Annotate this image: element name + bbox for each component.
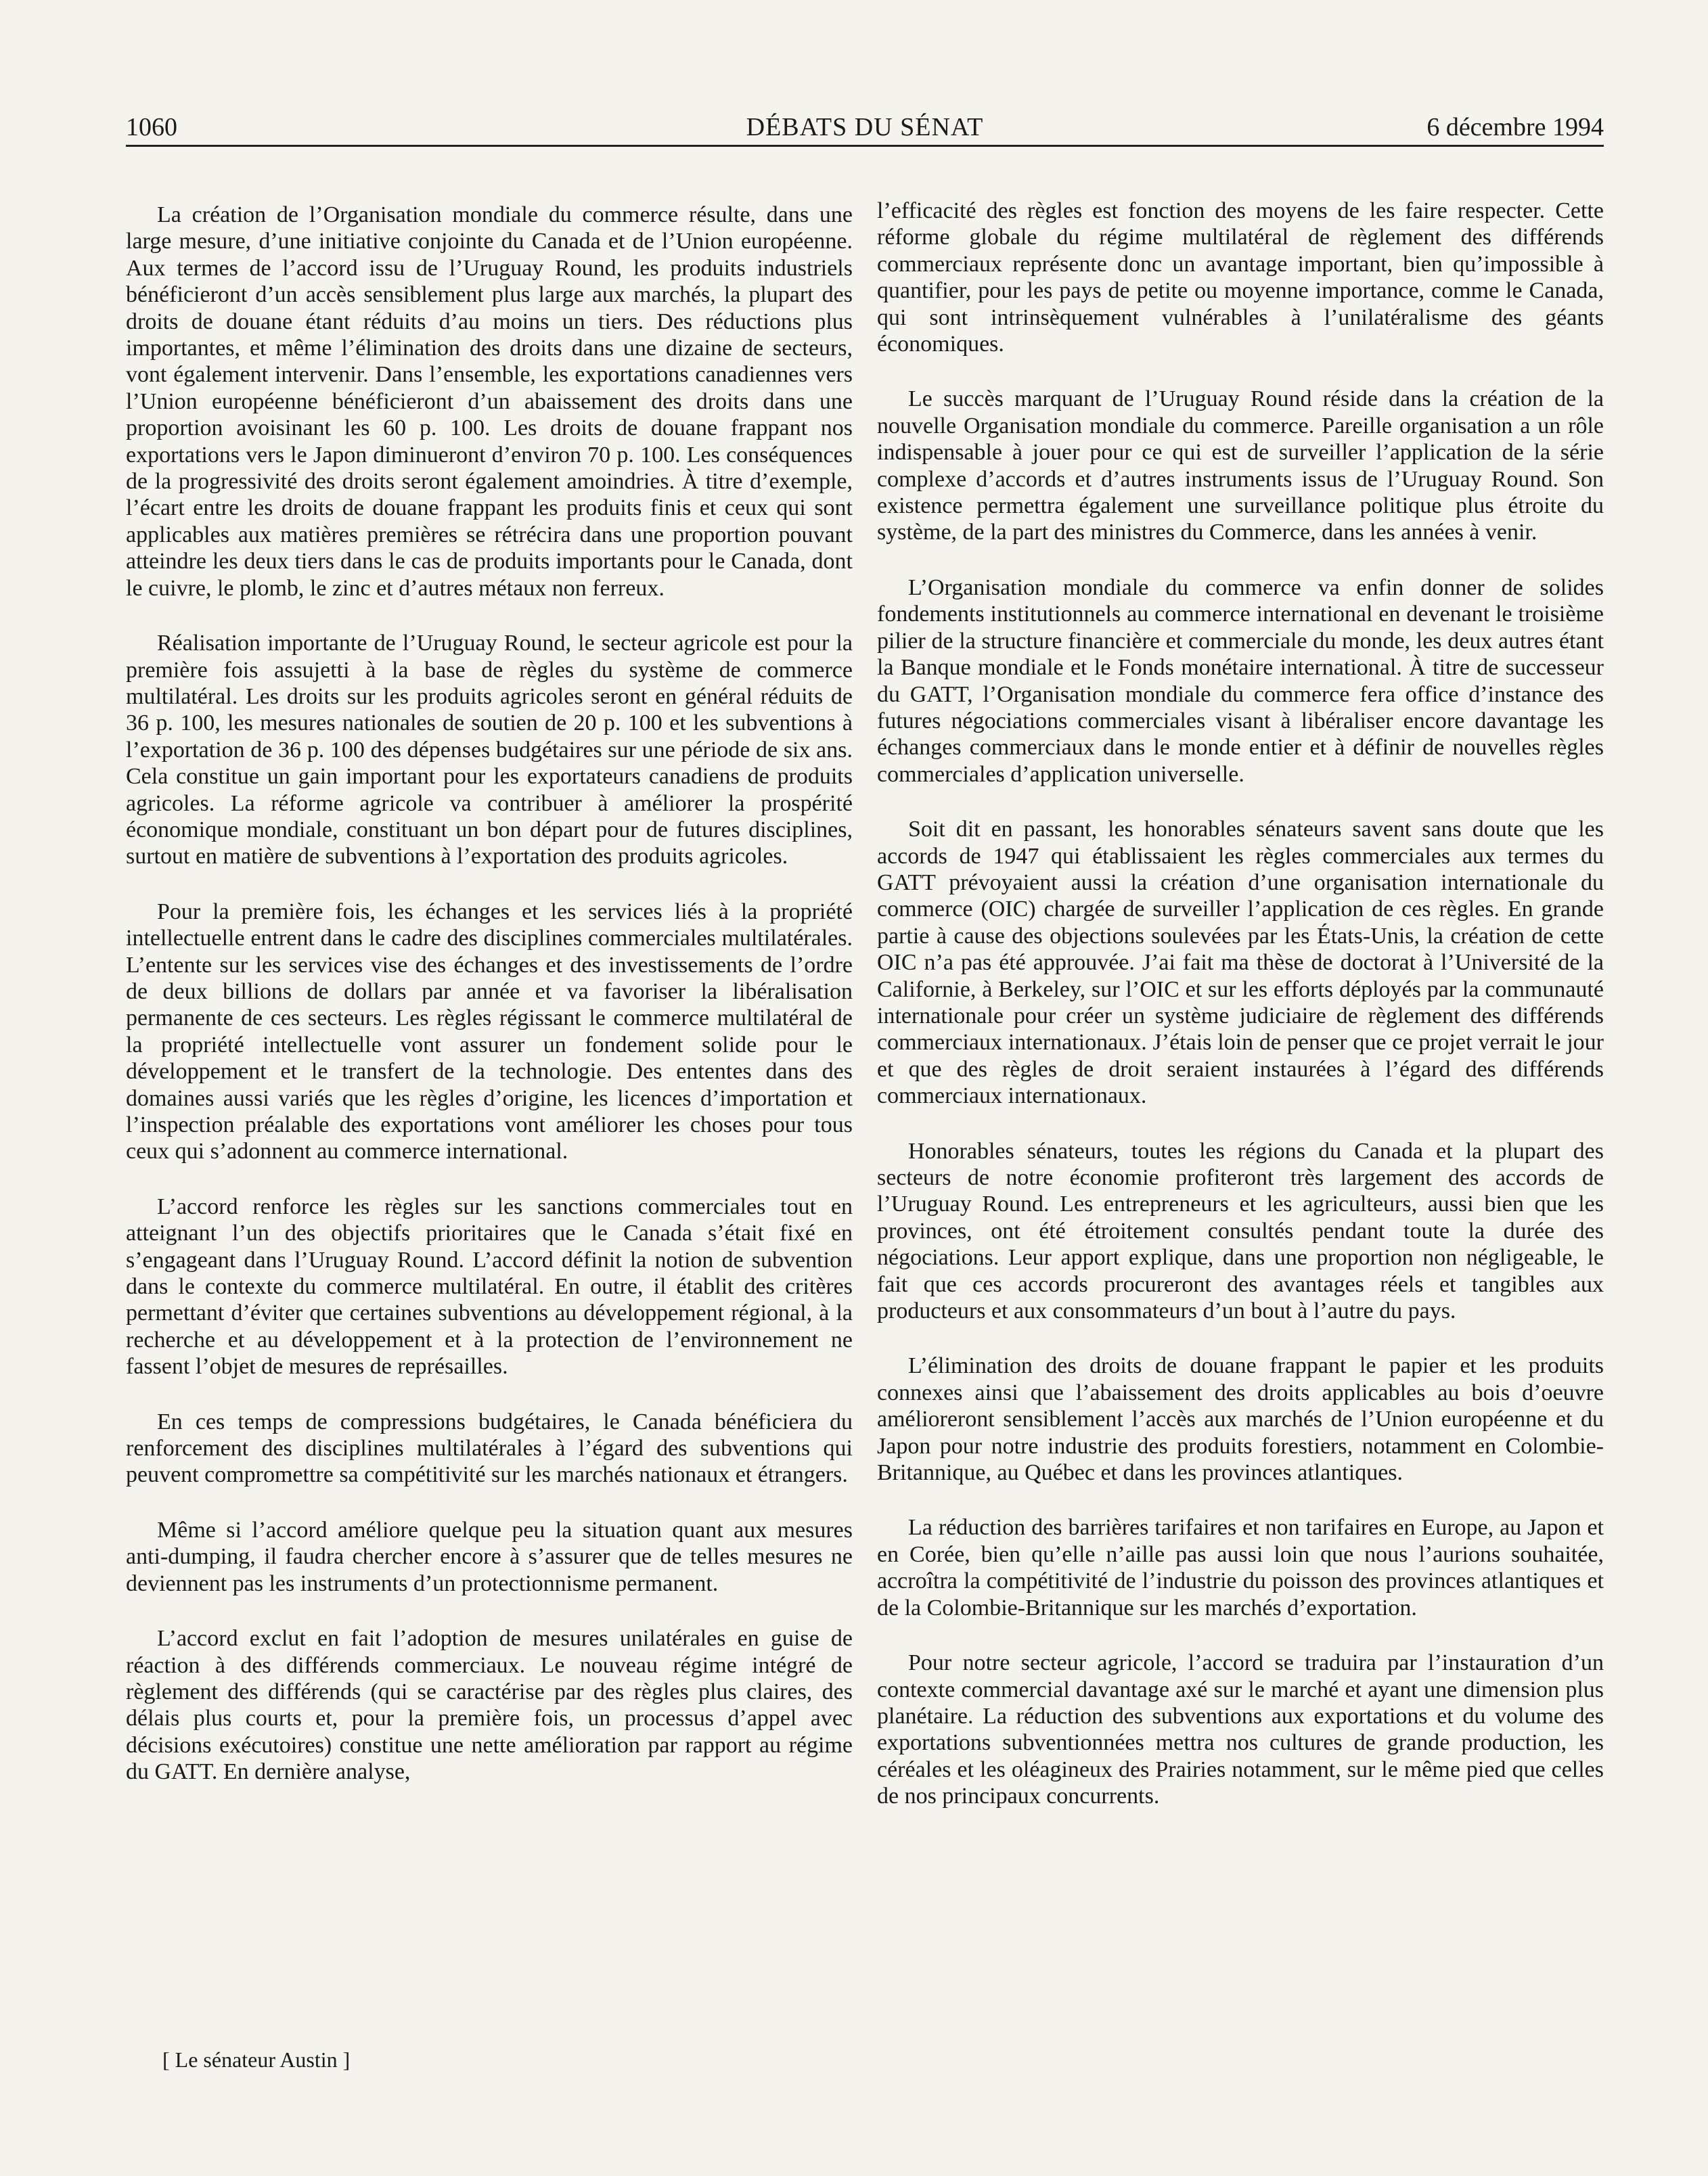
sitting-date: 6 décembre 1994 — [1426, 113, 1604, 141]
paragraph: L’Organisation mondiale du commerce va enfin donner de solides fondements institutionnels au commerce international en devenant le troisième pilier de la structure financière et commerciale du monde, les deux autres étant la Banque mondiale et le Fonds monétaire international. À titre de successeur du GATT, l’Organisation mondiale du commerce fera office d’instance des futures négociations commerciales visant à libéraliser encore davantage les échanges commerciaux dans le monde entier et à définir de nouvelles règles commerciales d’application universelle. — [877, 574, 1604, 787]
paragraph: La réduction des barrières tarifaires et non tarifaires en Europe, au Japon et en Corée, bien qu’elle n’aille pas aussi loin que nous l’aurions souhaitée, accroîtra la compétitivité de l’industrie du poisson des provinces atlantiques et de la Colombie-Britannique sur les marchés d’exportation. — [877, 1515, 1604, 1620]
running-header — [126, 101, 1604, 147]
page-number: 1060 — [126, 113, 177, 141]
journal-title: DÉBATS DU SÉNAT — [746, 113, 984, 141]
paragraph-continuation: l’efficacité des règles est fonction des moyens de les faire respecter. Cette réforme globale du régime multilatéral de règlement des différends commerciaux représente donc un avantage important, bien qu’impossible à quantifier, pour les pays de petite ou moyenne importance, comme le Canada, qui sont intrinsèquement vulnérables à l’unilatéralisme des géants économiques. — [877, 198, 1604, 357]
paragraph: Même si l’accord améliore quelque peu la situation quant aux mesures anti-dumping, il faudra chercher encore à s’assurer que de telles mesures ne deviennent pas les instruments d’un protectionnisme permanent. — [126, 1517, 853, 1596]
paragraph: En ces temps de compressions budgétaires, le Canada bénéficiera du renforcement des disciplines multilatérales à l’égard des subventions qui peuvent compromettre sa compétitivité sur les marchés nationaux et étrangers. — [126, 1409, 853, 1488]
paragraph: L’accord renforce les règles sur les sanctions commerciales tout en atteignant l’un des objectifs prioritaires que le Canada s’était fixé en s’engageant dans l’Uruguay Round. L’accord définit la notion de subvention dans le contexte du commerce multilatéral. En outre, il établit des critères permettant d’éviter que certaines subventions au développement régional, à la recherche et au développement et à la protection de l’environnement ne fassent l’objet de mesures de représailles. — [126, 1194, 853, 1380]
paragraph: La création de l’Organisation mondiale du commerce résulte, dans une large mesure, d’une initiative conjointe du Canada et de l’Union européenne. Aux termes de l’accord issu de l’Uruguay Round, les produits industriels bénéficieront d’un accès sensiblement plus large aux marchés, la plupart des droits de douane étant réduits d’au moins un tiers. Des réductions plus importantes, et même l’élimination des droits dans une dizaine de secteurs, vont également intervenir. Dans l’ensemble, les exportations canadiennes vers l’Union européenne bénéficieront d’un abaissement des droits dans une proportion avoisinant les 60 p. 100. Les droits de douane frappant nos exportations vers le Japon diminueront d’environ 70 p. 100. Les conséquences de la progressivité des droits seront également amoindries. À titre d’exemple, l’écart entre les droits de douane frappant les produits finis et ceux qui sont applicables aux matières premières se rétrécira dans une proportion pouvant atteindre les deux tiers dans le cas de produits importants pour le Canada, dont le cuivre, le plomb, le zinc et d’autres métaux non ferreux. — [126, 202, 853, 601]
speaker-attribution: [ Le sénateur Austin ] — [162, 2047, 351, 2072]
right-column — [877, 198, 1604, 1838]
paragraph: Pour notre secteur agricole, l’accord se traduira par l’instauration d’un contexte commercial davantage axé sur le marché et ayant une dimension plus planétaire. La réduction des subventions aux exportations et du volume des exportations subventionnées mettra nos cultures de grande production, les céréales et les oléagineux des Prairies notamment, sur le même pied que celles de nos principaux concurrents. — [877, 1650, 1604, 1809]
left-column — [126, 202, 853, 1814]
paragraph: Réalisation importante de l’Uruguay Round, le secteur agricole est pour la première fois assujetti à la base de règles du système de commerce multilatéral. Les droits sur les produits agricoles seront en général réduits de 36 p. 100, les mesures nationales de soutien de 20 p. 100 et les subventions à l’exportation de 36 p. 100 des dépenses budgétaires sur une période de six ans. Cela constitue un gain important pour les exportateurs canadiens de produits agricoles. La réforme agricole va contribuer à améliorer la prospérité économique mondiale, constituant un bon départ pour de futures disciplines, surtout en matière de subventions à l’exportation des produits agricoles. — [126, 631, 853, 869]
paragraph: Honorables sénateurs, toutes les régions du Canada et la plupart des secteurs de notre économie profiteront très largement des accords de l’Uruguay Round. Les entrepreneurs et les agriculteurs, aussi bien que les provinces, ont été étroitement consultés pendant toute la durée des négociations. Leur apport explique, dans une proportion non négligeable, le fait que ces accords procureront des avantages réels et tangibles aux producteurs et aux consommateurs d’un bout à l’autre du pays. — [877, 1138, 1604, 1324]
paragraph: Pour la première fois, les échanges et les services liés à la propriété intellectuelle entrent dans le cadre des disciplines commerciales multilatérales. L’entente sur les services vise des échanges et des investissements de l’ordre de deux billions de dollars par année et va favoriser la libéralisation permanente de ces secteurs. Les règles régissant le commerce multilatéral de la propriété intellectuelle vont assurer un fondement solide pour le développement et le transfert de la technologie. Des ententes dans des domaines aussi variés que les règles d’origine, les licences d’importation et l’inspection préalable des exportations vont améliorer les choses pour tous ceux qui s’adonnent au commerce international. — [126, 899, 853, 1164]
paragraph: Le succès marquant de l’Uruguay Round réside dans la création de la nouvelle Organisation mondiale du commerce. Pareille organisation a un rôle indispensable à jouer pour ce qui est de surveiller l’application de la série complexe d’accords et d’autres instruments issus de l’Uruguay Round. Son existence permettra également une surveillance politique plus étroite du système, de la part des ministres du Commerce, dans les années à venir. — [877, 386, 1604, 545]
paragraph: L’élimination des droits de douane frappant le papier et les produits connexes ainsi que l’abaissement des droits applicables au bois d’oeuvre amélioreront sensiblement l’accès aux marchés de l’Union européenne et du Japon pour notre industrie des produits forestiers, notamment en Colombie-Britannique, au Québec et dans les provinces atlantiques. — [877, 1353, 1604, 1486]
paragraph: Soit dit en passant, les honorables sénateurs savent sans doute que les accords de 1947 qui établissaient les règles commerciales aux termes du GATT prévoyaient aussi la création d’une organisation internationale du commerce (OIC) chargée de surveiller l’application de ces règles. En grande partie à cause des objections soulevées par les États-Unis, la création de cette OIC n’a pas été approuvée. J’ai fait ma thèse de doctorat à l’Université de la Californie, à Berkeley, sur l’OIC et sur les efforts déployés par la communauté internationale pour créer un système judiciaire de règlement des différends commerciaux internationaux. J’étais loin de penser que ce projet verrait le jour et que des règles de droit seraient instaurées à l’égard des différends commerciaux internationaux. — [877, 817, 1604, 1109]
paragraph: L’accord exclut en fait l’adoption de mesures unilatérales en guise de réaction à des différends commerciaux. Le nouveau régime intégré de règlement des différends (qui se caractérise par des règles plus claires, des délais plus courts et, pour la première fois, un processus d’appel avec décisions exécutoires) constitue une nette amélioration par rapport au régime du GATT. En dernière analyse, — [126, 1626, 853, 1785]
